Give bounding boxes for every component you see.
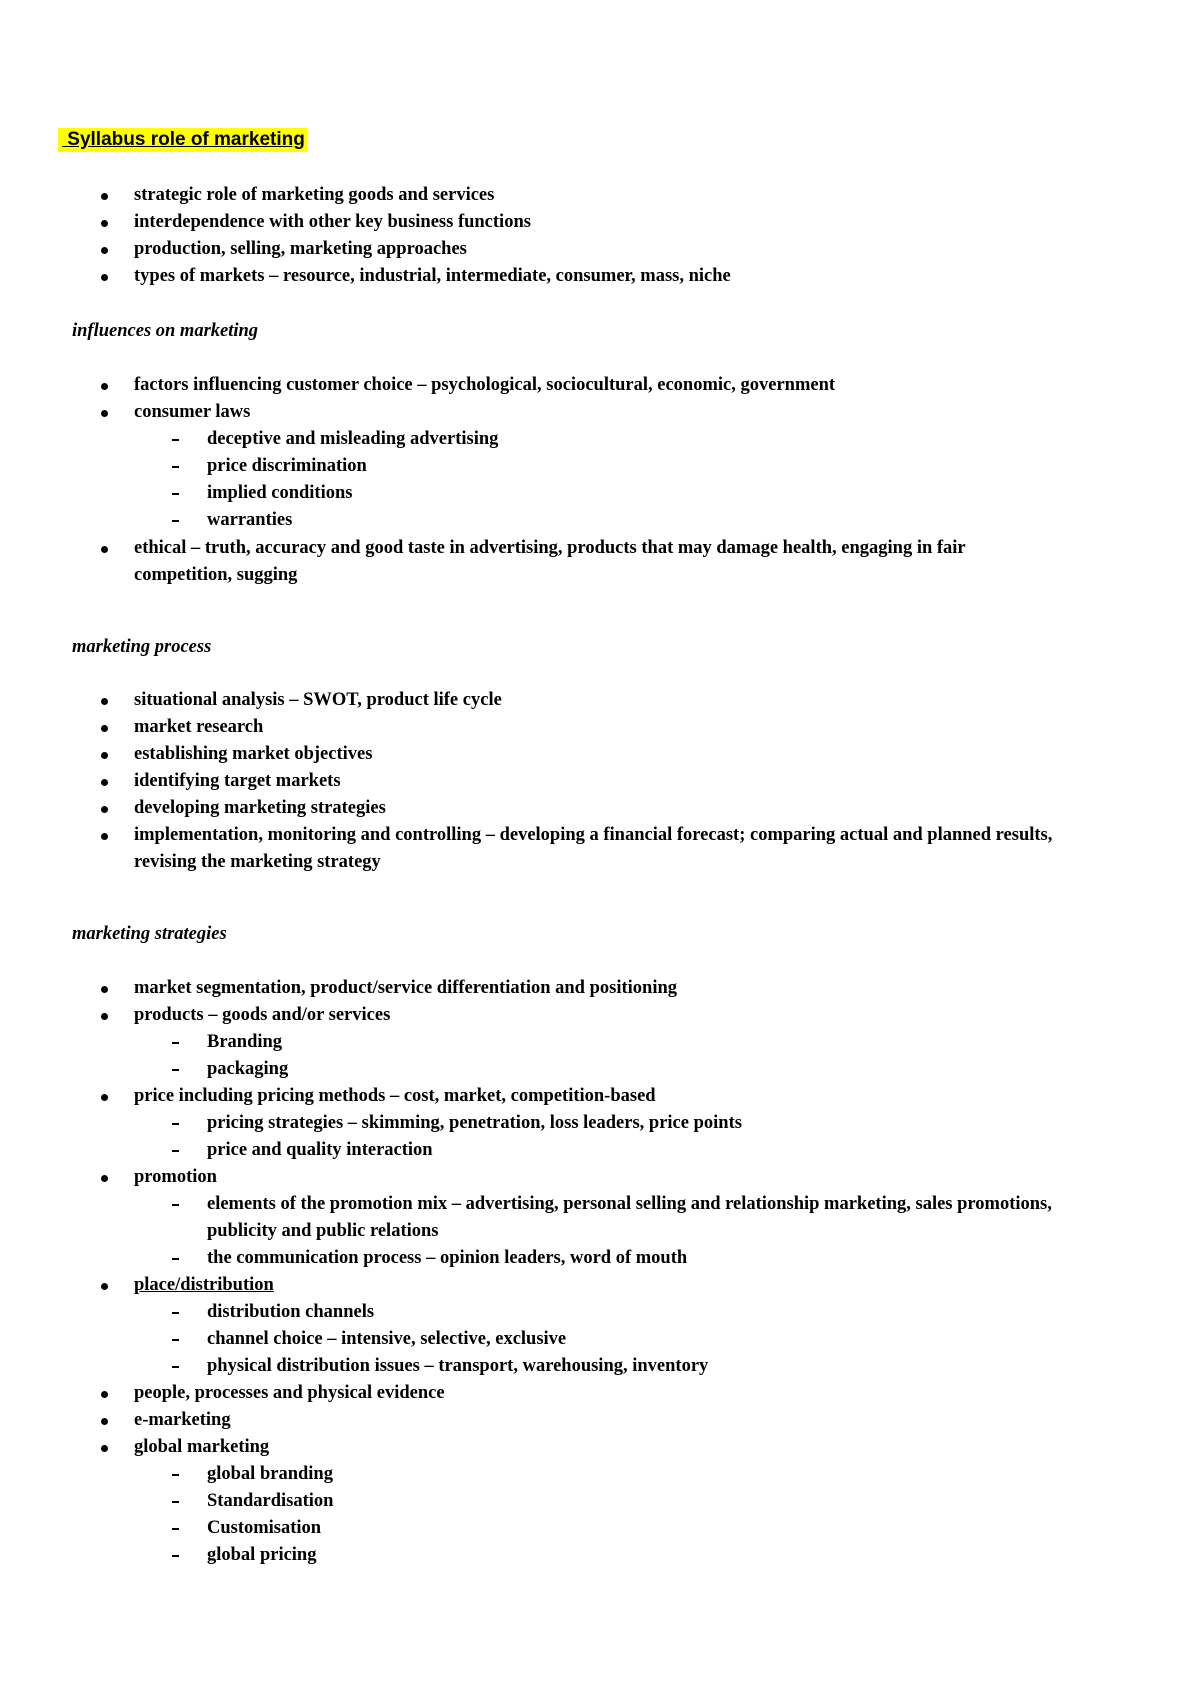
list-item: interdependence with other key business functions: [134, 212, 531, 232]
dash-icon: [172, 1042, 179, 1044]
dash-icon: [172, 1312, 179, 1314]
dash-icon: [172, 1474, 179, 1476]
section-heading-strategies: marketing strategies: [72, 924, 227, 944]
list-item: market segmentation, product/service differentiation and positioning: [134, 978, 677, 998]
bullet-icon: [101, 220, 108, 227]
list-item-continuation: revising the marketing strategy: [134, 852, 381, 872]
list-item: market research: [134, 717, 264, 737]
sub-list-item: physical distribution issues – transport, warehousing, inventory: [207, 1356, 709, 1376]
dash-icon: [172, 493, 179, 495]
list-item: production, selling, marketing approaches: [134, 239, 467, 259]
dash-icon: [172, 1528, 179, 1530]
bullet-icon: [101, 1175, 108, 1182]
bullet-icon: [101, 383, 108, 390]
list-item: place/distribution: [134, 1275, 274, 1295]
bullet-icon: [101, 1418, 108, 1425]
list-item: types of markets – resource, industrial, intermediate, consumer, mass, niche: [134, 266, 731, 286]
sub-list-item: pricing strategies – skimming, penetration, loss leaders, price points: [207, 1113, 742, 1133]
dash-icon: [172, 1339, 179, 1341]
bullet-icon: [101, 1391, 108, 1398]
section-heading-influences: influences on marketing: [72, 321, 259, 341]
bullet-icon: [101, 274, 108, 281]
dash-icon: [172, 1501, 179, 1503]
list-item: ethical – truth, accuracy and good taste in advertising, products that may damage health, engaging in fair: [134, 538, 966, 558]
sub-list-item: global pricing: [207, 1545, 317, 1565]
bullet-icon: [101, 1445, 108, 1452]
sub-list-item: implied conditions: [207, 483, 353, 503]
dash-icon: [172, 1150, 179, 1152]
list-item: developing marketing strategies: [134, 798, 386, 818]
sub-list-item: Customisation: [207, 1518, 322, 1538]
sub-list-item: elements of the promotion mix – advertising, personal selling and relationship marketing, sales promotions,: [207, 1194, 1052, 1214]
bullet-icon: [101, 725, 108, 732]
sub-list-item: the communication process – opinion leaders, word of mouth: [207, 1248, 688, 1268]
sub-list-item: Branding: [207, 1032, 283, 1052]
bullet-icon: [101, 986, 108, 993]
dash-icon: [172, 1123, 179, 1125]
list-item: consumer laws: [134, 402, 251, 422]
sub-list-item: Standardisation: [207, 1491, 334, 1511]
list-item: price including pricing methods – cost, market, competition-based: [134, 1086, 656, 1106]
list-item-continuation: competition, sugging: [134, 565, 298, 585]
bullet-icon: [101, 1283, 108, 1290]
dash-icon: [172, 520, 179, 522]
bullet-icon: [101, 410, 108, 417]
dash-icon: [172, 1258, 179, 1260]
dash-icon: [172, 439, 179, 441]
bullet-icon: [101, 1094, 108, 1101]
dash-icon: [172, 1069, 179, 1071]
sub-list-item-continuation: publicity and public relations: [207, 1221, 439, 1241]
sub-list-item: global branding: [207, 1464, 333, 1484]
list-item: establishing market objectives: [134, 744, 373, 764]
list-item: situational analysis – SWOT, product life cycle: [134, 690, 502, 710]
bullet-icon: [101, 752, 108, 759]
list-item: people, processes and physical evidence: [134, 1383, 445, 1403]
dash-icon: [172, 466, 179, 468]
bullet-icon: [101, 806, 108, 813]
list-item: promotion: [134, 1167, 217, 1187]
list-item: strategic role of marketing goods and services: [134, 185, 495, 205]
bullet-icon: [101, 247, 108, 254]
sub-list-item: price discrimination: [207, 456, 367, 476]
bullet-icon: [101, 779, 108, 786]
sub-list-item: packaging: [207, 1059, 289, 1079]
dash-icon: [172, 1366, 179, 1368]
list-item: products – goods and/or services: [134, 1005, 391, 1025]
list-item: global marketing: [134, 1437, 270, 1457]
sub-list-item: distribution channels: [207, 1302, 375, 1322]
sub-list-item: warranties: [207, 510, 293, 530]
sub-list-item: price and quality interaction: [207, 1140, 433, 1160]
bullet-icon: [101, 1013, 108, 1020]
bullet-icon: [101, 193, 108, 200]
sub-list-item: deceptive and misleading advertising: [207, 429, 499, 449]
sub-list-item: channel choice – intensive, selective, exclusive: [207, 1329, 567, 1349]
list-item: e-marketing: [134, 1410, 231, 1430]
list-item: identifying target markets: [134, 771, 341, 791]
bullet-icon: [101, 698, 108, 705]
list-item: factors influencing customer choice – psychological, sociocultural, economic, government: [134, 375, 836, 395]
list-item: implementation, monitoring and controlling – developing a financial forecast; comparing actual and planned results,: [134, 825, 1053, 845]
dash-icon: [172, 1555, 179, 1557]
section-heading-process: marketing process: [72, 637, 212, 657]
document-title: Syllabus role of marketing: [58, 128, 307, 152]
bullet-icon: [101, 546, 108, 553]
dash-icon: [172, 1204, 179, 1206]
bullet-icon: [101, 833, 108, 840]
